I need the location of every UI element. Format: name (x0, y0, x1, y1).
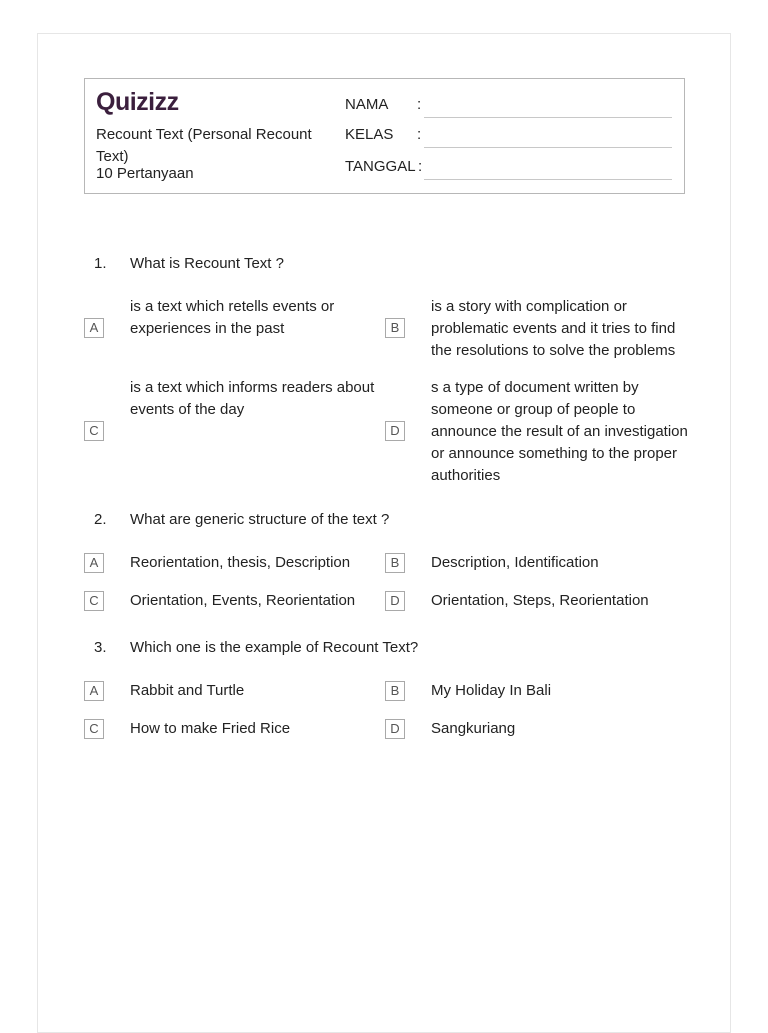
class-label: KELAS (345, 126, 394, 143)
option-text: Description, Identification (431, 554, 599, 571)
option-letter-box: B (385, 318, 405, 338)
option-letter-box: A (84, 681, 104, 701)
option-letter-box: C (84, 591, 104, 611)
option-text: s a type of document written by someone or group of people to announce the result of an investigation or announce something to the proper authorities (431, 379, 688, 484)
name-label: NAMA (345, 96, 389, 113)
class-colon: : (417, 126, 422, 143)
class-line (424, 147, 672, 148)
option-text: Sangkuriang (431, 720, 516, 737)
name-field[interactable] (345, 96, 675, 120)
date-label: TANGGAL (345, 158, 416, 175)
option-letter-box: D (385, 719, 405, 739)
question-number: 3. (94, 639, 107, 656)
option-letter-box: B (385, 681, 405, 701)
option-text: is a text which informs readers about events of the day (130, 379, 375, 418)
date-field[interactable] (345, 158, 675, 182)
option-text: Orientation, Events, Reorientation (130, 592, 356, 609)
option-letter-box: C (84, 719, 104, 739)
question-count: 10 Pertanyaan (96, 165, 194, 182)
question-text: Which one is the example of Recount Text? (130, 639, 419, 656)
date-line (424, 179, 672, 180)
option-letter-box: D (385, 591, 405, 611)
class-field[interactable] (345, 126, 675, 150)
option-text: is a text which retells events or experiences in the past (130, 298, 335, 337)
option-text: Orientation, Steps, Reorientation (431, 592, 649, 609)
option-text: How to make Fried Rice (130, 720, 291, 737)
name-line (424, 117, 672, 118)
question-number: 1. (94, 255, 107, 272)
option-letter-box: A (84, 553, 104, 573)
question-text: What is Recount Text ? (130, 255, 284, 272)
option-letter-box: D (385, 421, 405, 441)
option-text: Rabbit and Turtle (130, 682, 245, 699)
question-number: 2. (94, 511, 107, 528)
option-text: is a story with complication or problematic events and it tries to find the resolutions to solve the problems (431, 298, 676, 359)
option-letter-box: B (385, 553, 405, 573)
worksheet-header (84, 78, 685, 194)
option-text: My Holiday In Bali (431, 682, 552, 699)
date-colon: : (418, 158, 423, 175)
quizizz-logo: Quizizz (96, 88, 179, 116)
question-text: What are generic structure of the text ? (130, 511, 390, 528)
option-text: Reorientation, thesis, Description (130, 554, 351, 571)
option-letter-box: A (84, 318, 104, 338)
option-letter-box: C (84, 421, 104, 441)
quiz-title: Recount Text (Personal Recount Text) (96, 126, 312, 165)
name-colon: : (417, 96, 422, 113)
